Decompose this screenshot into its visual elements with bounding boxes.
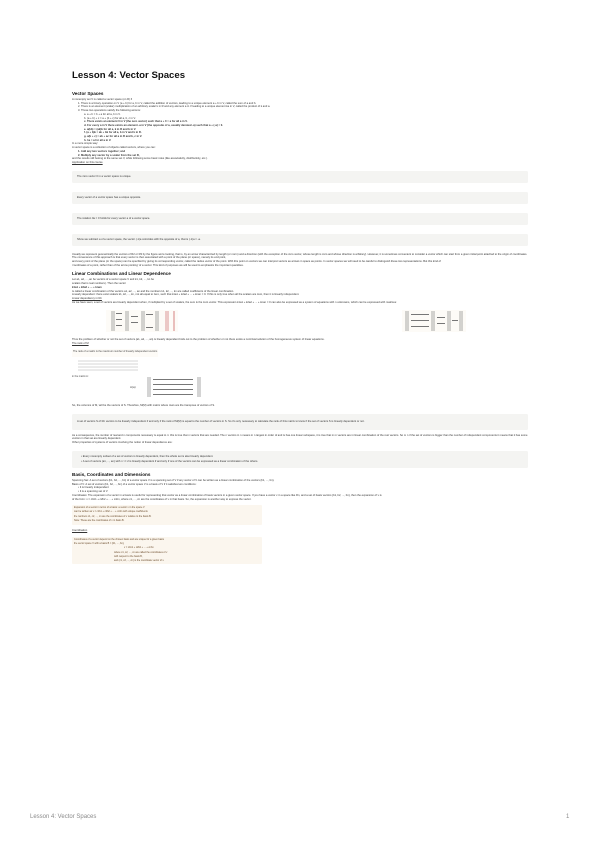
axiom-a: a. a + b = b + a for all a, b in V. xyxy=(84,112,121,116)
axiom-h: h. 1a = a for all a in V. xyxy=(84,138,112,142)
heading-linear-combinations: Linear Combinations and Linear Dependence xyxy=(72,271,171,277)
rule-2: 2. There is an element (scalar) multiplication of an arbitrary scalar k in R and any element a in V leading to a unique element ka in V, called the product of k and a. xyxy=(78,105,271,109)
rank-label: The rank of M xyxy=(72,342,89,346)
matrix-right xyxy=(402,310,466,332)
lc-definition-5: Linear dependency in Rn xyxy=(72,296,102,300)
consequence-1: As a consequence, the number of real and n components necessary is equal to n: this is true that n vectors that are needed. The n vectors in n means in n largest in order of and is has one linear subspace, it is true that in m vectors are in linear combination of the rest vectors. So m n if the set of vectors is bigger than the number of independent components it means that it has some vectors in that set are linearly dependent. xyxy=(72,433,528,441)
expansion-line-4: Note: These are the coordinates of v in basis B. xyxy=(74,518,125,522)
matrix-figure-svg xyxy=(72,308,528,334)
matrix-left xyxy=(106,310,178,332)
expansion-line-2: can be written as v = c1b1 + c2b2 + ... + cnbn with unique coefficients xyxy=(74,510,148,514)
consequence-2: Other properties of systems of vectors involving the notion of linear dependence are: xyxy=(72,440,173,444)
simple-closure: and the results still belong to the same set V, while following some basic rules (like associativity, distributivity, etc.). xyxy=(72,157,208,161)
properties-box xyxy=(72,451,528,468)
paragraph-representation-2: and every point of the plane (or the space) can be specified by giving its corresponding vector, called the radius vector of the point. With this point on vectors we can interpret vectors as arrows in space as points. In vector spaces we will need to be careful to distinguish these two representations. But this kind of xyxy=(72,260,441,264)
rank-matrix xyxy=(148,377,200,397)
callout-text: The relation 0a = 0 holds for every vector a of a vector space. xyxy=(77,216,151,220)
axiom-d: d. For every a in V there exists an element -a in V (the opposite of a, usually denoted -a) such that a + (-a) = 0. xyxy=(84,123,224,127)
paragraph-representation-1: Usually we represent geometrically the vectors of R2 or R3 by the figure we're looking, that is, by an arrow characterized by length (or norm) and a direction (with the exception of the zero vector, whose length is zero and whose direction is arbitrary). However, it is sometimes convenient to consider a vector which can start from a given initial point attached to the origin of coordinates. The convenience of this approach is that every vector is then associated with a point of the plane (or space), namely its end point, xyxy=(72,252,528,260)
simple-definition: A vector space is a collection of objects called vectors, where you can: xyxy=(72,146,156,150)
basis-condition-1: • It is linearly independent xyxy=(78,486,528,490)
applications-label: Application on this course xyxy=(72,160,103,164)
heading-basis: Basis, Coordinates and Dimensions xyxy=(72,472,151,478)
callout-box xyxy=(72,234,528,246)
axiom-f: f. (a + b)k = ak + bk for all a, b in V and k in R. xyxy=(84,131,142,135)
callout-box xyxy=(72,171,528,183)
axiom-b: b. (a + b) + c = a + (b + c) for all a, b, c in V. xyxy=(84,116,136,120)
property-1: • Every nonempty subset of a set of vectors is linearly dependent, then the whole set is also linearly dependent. xyxy=(81,455,523,459)
document-page xyxy=(72,70,528,568)
coordination-line-6: and (c1, c2, ..., cn) is the coordinate vector of v. xyxy=(114,558,165,562)
lc-definition-3: is called a linear combination of the vectors a1, a2, ..., an and the numbers k1, k2, ..., kn are called coefficients of the linear combination. xyxy=(72,289,235,293)
expansion-line-1: Expansion of a vector in terms of a basis: a vector v in the space V xyxy=(74,506,145,510)
simple-multiply: 2. Multiply any vector by a scalar from the set R, xyxy=(78,153,140,157)
coordination-line-4: where c1, c2, ..., cn are called the coordinates of v xyxy=(114,550,168,554)
callout-text: The zero vector 0 in a vector space is unique. xyxy=(77,174,132,178)
coordination-figure xyxy=(72,537,262,564)
coordination-label: Coordination xyxy=(72,529,88,533)
callout-box xyxy=(72,213,528,225)
coordination-line-2: the vector space V with a basis B = {b1, ..., bn}, xyxy=(74,542,125,546)
heading-vector-spaces: Vector Spaces xyxy=(72,91,104,96)
lc-equation: k1a1 + k2a2 + ... + knan xyxy=(72,285,102,289)
coordination-line-3: v = c1b1 + c2b2 + ... + cnbn xyxy=(124,546,154,550)
basis-text: Basis of V: A set of vectors {b1, b2, ..., bn} of a vector space V is a basis of V if it satisfies two conditions: xyxy=(72,482,197,486)
coordinates-text-2: of the form: v = c1b1 + c2b2 + ... + cnbn, where c1, ..., cn are the coordinates of v in that basis. So, the expansion is another way to express the vector. xyxy=(72,497,252,501)
lc-definition-6: As we have seen, a set of vectors are linearly dependent when, if multiplied by a set of scalars, the sum is the zero vector. This expression k1a1 + k2a2 + ... + knan = 0 can also be expressed as a system of equations with n unknowns, which can be expressed with matrices: xyxy=(72,300,397,304)
rows-label: in the matrix A: xyxy=(72,374,89,378)
coordinates-text-1: Coordinates: The expansion of a vector in a basis is useful for representing that vector as a linear combination of basis vectors in a given vector space. If you have a vector v in a space like Rn, and a set of basis vectors {b1, b2, ..., bn}, then the expansion of v is xyxy=(72,493,382,497)
rank-figure-svg xyxy=(72,349,528,401)
lc-definition-4: Linearly dependent: there exist scalars k1, k2, ..., kn, not all equal to zero, such that k1a1 + k2a2 + ... + knan = 0. If this is only true when all the scalars are zero, then it is linearly independent. xyxy=(72,293,300,297)
callout-text: Show we subtract a of a vector space, the vector (-1)a coincides with the opposite of a, that is (-1)a = -a. xyxy=(77,237,201,241)
page-title: Lesson 4: Vector Spaces xyxy=(72,70,186,81)
expansion-figure xyxy=(72,505,262,525)
callout-box xyxy=(72,192,528,204)
axiom-c: c. There exists an element 0 in V (the zero vector) such that a + 0 = a for all a in V. xyxy=(84,120,188,124)
basis-condition-2: • It is a spanning set of V xyxy=(78,490,528,494)
axiom-e: e. a(kb) = (ak)b for all a, k in R and b in V. xyxy=(84,127,137,131)
rank-figure-caption: The rank of a matrix is the maximum number of linearly independent vectors xyxy=(73,349,158,353)
intro-text: A nonempty set V is called a vector space (on R) if xyxy=(72,98,133,101)
rule-3: 3. These two operations satisfy the following axioms: xyxy=(78,109,141,113)
after-matrix-text: Thus the problem of whether or not the set of vectors {a1, a2, ..., an} is linearly dependent boils out to the problem of whether or not there exists a nontrivial solution of the homogeneous system of linear equations. xyxy=(72,338,325,342)
callout-text: Every vector of a vector space has a unique opposite. xyxy=(77,195,141,199)
coordination-line-5: with respect to the basis B, xyxy=(114,554,143,558)
property-2: • A set of vectors {a1, ..., an} with n >= 2 is linearly dependent if and only if one of the vectors can be expressed as a linear combination of the others. xyxy=(81,460,523,464)
spanning-set-text: Spanning Set: A set of vectors {b1, b2, ..., bn} of a vector space V is a spanning set of V if any vector of V can be written as a linear combination of the vectors {b1, ..., bn}. xyxy=(72,479,275,483)
am-label: A(a) xyxy=(130,384,136,389)
matrix-figures xyxy=(72,308,528,334)
lc-definition-2: scalars that is real numbers). Then the vector xyxy=(72,282,126,286)
simple-intro: In a more simple way: xyxy=(72,142,99,146)
after-rank-text: So, the columns of M, will be the vectors of S. Therefore, M(M) with matrix where rows are the transpose of vectors of S. xyxy=(72,403,215,407)
footer-title: Lesson 4: Vector Spaces xyxy=(30,814,97,820)
page-number: 1 xyxy=(566,814,570,820)
rank-note-box xyxy=(72,414,528,430)
rank-figure xyxy=(72,349,528,401)
paragraph-representation-3: 'coordinates of a point, rather than of the arrow pointing' of a vector. This kind of purposes we will be used to emphasize the important quantities. xyxy=(72,263,244,267)
rank-note-text: A set of vectors S of Rn vectors to be linearly independent if and only if the rank of M(M) is equal to the number of vectors in S. So it's only necessary to calculate the rank of this matrix to know if the set of vectors S is linearly dependent or not. xyxy=(77,419,365,423)
rule-1: 1. There is a binary operation on V (a + b) for a, b in V, called the addition of vectors, leading to a unique element a + b in V, called the sum of a and b. xyxy=(78,101,257,105)
simple-add: 1. Add any two vectors together; and xyxy=(78,149,126,153)
lc-definition-1: Let a1, a2, ..., an be vectors of a vector space V and k1, k2, ..., kn be xyxy=(72,278,155,282)
expansion-line-3: the numbers c1, c2, ..., cn are the coordinates of v relative to the basis B. xyxy=(74,514,152,518)
coordination-line-1: Coordinates of a vector depend on the chosen basis and are unique for a given basis xyxy=(74,537,164,541)
axiom-g: g. a(b + c) = ab + ac for all a in R and b, c in V. xyxy=(84,135,143,139)
